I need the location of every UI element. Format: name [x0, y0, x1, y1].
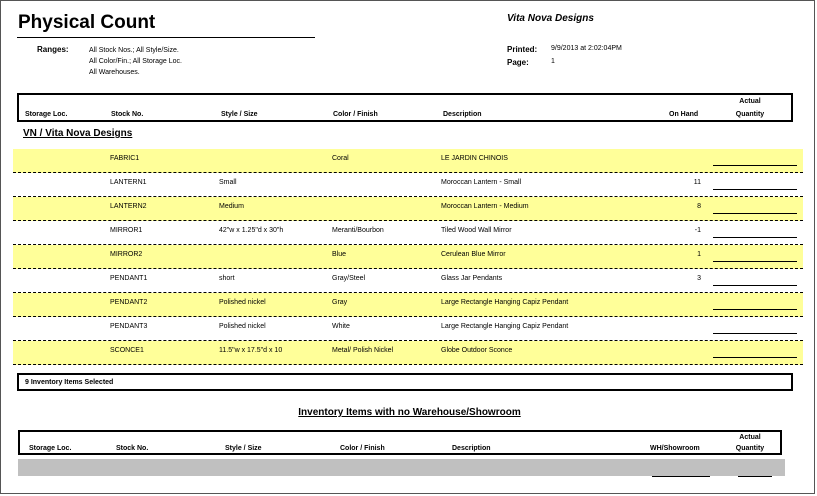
summary-bar — [17, 373, 793, 391]
ranges-label: Ranges: — [37, 45, 69, 54]
cell-stock: PENDANT2 — [110, 299, 148, 306]
col-stock: Stock No. — [111, 111, 144, 118]
cell-style: Polished nickel — [219, 323, 266, 330]
cell-color: White — [332, 323, 350, 330]
cell-on-hand: 8 — [697, 203, 701, 210]
summary-text: 9 Inventory Items Selected — [25, 379, 114, 386]
printed-label: Printed: — [507, 45, 538, 54]
col2-stock: Stock No. — [116, 445, 149, 452]
col-style: Style / Size — [221, 111, 258, 118]
cell-stock: LANTERN1 — [110, 179, 147, 186]
cell-color: Blue — [332, 251, 347, 258]
cell-stock: MIRROR2 — [110, 251, 143, 258]
col-color: Color / Finish — [333, 111, 378, 118]
col2-quantity: Quantity — [735, 445, 765, 452]
cell-color: Metal/ Polish Nickel — [332, 347, 394, 354]
cell-stock: SCONCE1 — [110, 347, 144, 354]
table-row — [13, 149, 803, 173]
column-header — [17, 93, 793, 122]
col2-color: Color / Finish — [340, 445, 385, 452]
table-row — [13, 341, 803, 365]
actual-quantity-line — [713, 213, 797, 214]
cell-on-hand: 3 — [697, 275, 701, 282]
cell-on-hand: 1 — [697, 251, 701, 258]
cell-description: Cerulean Blue Mirror — [441, 251, 506, 258]
section2-title — [1, 407, 817, 418]
cell-description: Tiled Wood Wall Mirror — [441, 227, 512, 234]
cell-description: Large Rectangle Hanging Capiz Pendant — [441, 299, 569, 306]
cell-stock: MIRROR1 — [110, 227, 143, 234]
cell-description: Globe Outdoor Sconce — [441, 347, 513, 354]
column-header-2 — [18, 430, 782, 455]
ranges-line: All Stock Nos.; All Style/Size. — [89, 47, 179, 54]
cell-stock: FABRIC1 — [110, 155, 140, 162]
cell-color: Meranti/Bourbon — [332, 227, 384, 234]
report-title: Physical Count — [18, 12, 156, 33]
table-row — [13, 197, 803, 221]
actual-quantity-line — [713, 333, 797, 334]
cell-color: Gray — [332, 299, 348, 306]
cell-style: Small — [219, 179, 237, 186]
actual-quantity-line — [713, 237, 797, 238]
cell-description: Glass Jar Pendants — [441, 275, 503, 282]
table-row — [13, 269, 803, 293]
actual-quantity-line — [713, 285, 797, 286]
col2-wh: WH/Showroom — [650, 445, 700, 452]
ranges-line: All Color/Fin.; All Storage Loc. — [89, 58, 182, 65]
qty-line — [738, 476, 772, 477]
cell-description: LE JARDIN CHINOIS — [441, 155, 508, 162]
group-title: VN / Vita Nova Designs — [23, 128, 133, 139]
cell-description: Moroccan Lantern - Medium — [441, 203, 529, 210]
table-row — [13, 245, 803, 269]
col-storage: Storage Loc. — [25, 111, 68, 118]
col-quantity: Quantity — [735, 111, 765, 118]
col-description: Description — [443, 111, 482, 118]
actual-quantity-line — [713, 261, 797, 262]
cell-description: Moroccan Lantern - Small — [441, 179, 522, 186]
col2-actual: Actual — [739, 434, 761, 441]
table-row — [13, 293, 803, 317]
actual-quantity-line — [713, 357, 797, 358]
cell-stock: PENDANT3 — [110, 323, 148, 330]
cell-on-hand: 11 — [693, 179, 701, 186]
ranges-text — [89, 45, 182, 78]
cell-description: Large Rectangle Hanging Capiz Pendant — [441, 323, 569, 330]
empty-row — [18, 459, 785, 476]
cell-style: 42"w x 1.25"d x 30"h — [219, 227, 284, 234]
cell-stock: PENDANT1 — [110, 275, 148, 282]
printed-value: 9/9/2013 at 2:02:04PM — [551, 45, 622, 52]
col-on-hand: On Hand — [669, 111, 699, 118]
table-row — [13, 221, 803, 245]
wh-line — [652, 476, 710, 477]
col2-storage: Storage Loc. — [29, 445, 72, 452]
col2-description: Description — [452, 445, 491, 452]
section2-title-text: Inventory Items with no Warehouse/Showroom — [298, 407, 521, 418]
company-name: Vita Nova Designs — [507, 13, 594, 24]
page-value: 1 — [551, 58, 555, 65]
col-actual: Actual — [739, 98, 761, 105]
table-row — [13, 173, 803, 197]
table-row — [13, 317, 803, 341]
cell-style: Medium — [219, 203, 244, 210]
actual-quantity-line — [713, 165, 797, 166]
title-underline — [17, 37, 315, 38]
cell-color: Gray/Steel — [332, 275, 366, 282]
actual-quantity-line — [713, 309, 797, 310]
cell-style: 11.5"w x 17.5"d x 10 — [219, 347, 283, 354]
actual-quantity-line — [713, 189, 797, 190]
cell-style: Polished nickel — [219, 299, 266, 306]
cell-stock: LANTERN2 — [110, 203, 147, 210]
col2-style: Style / Size — [225, 445, 262, 452]
page-label: Page: — [507, 58, 529, 67]
cell-style: short — [219, 275, 235, 282]
cell-on-hand: -1 — [694, 227, 701, 234]
ranges-line: All Warehouses. — [89, 69, 140, 76]
cell-color: Coral — [332, 155, 349, 162]
